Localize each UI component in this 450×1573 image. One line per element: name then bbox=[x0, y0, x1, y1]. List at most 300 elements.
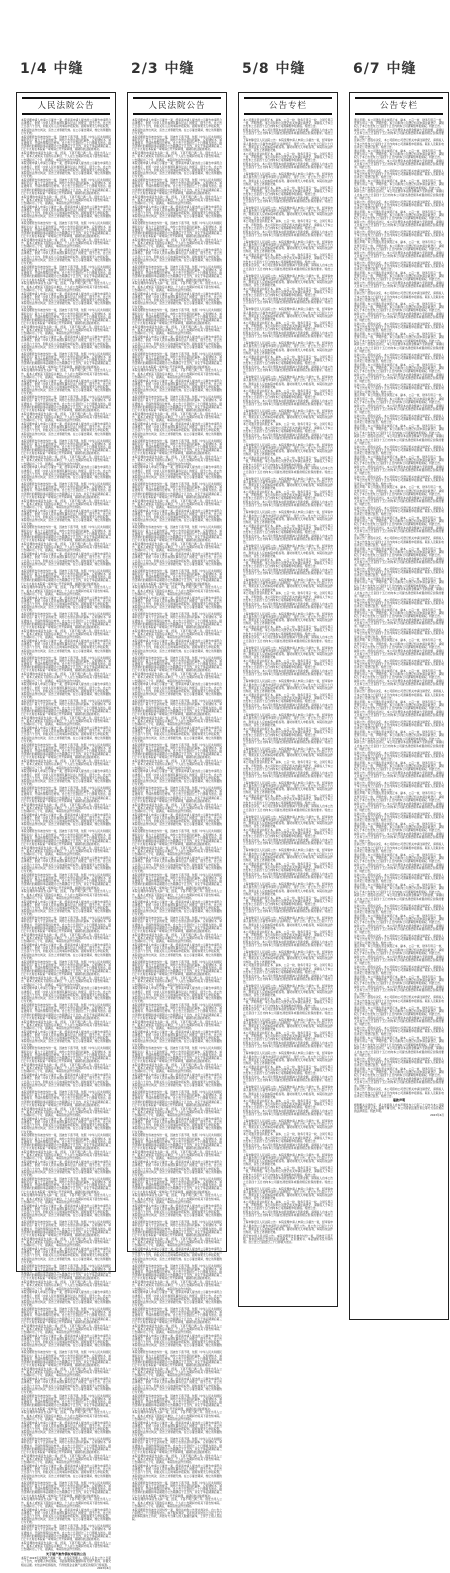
notice-paragraph: 本院受理原告诉被告纠纷一案，因被告下落不明，依照《中华人民共和国民事诉讼法》第九十五条的规定，向你公告送达起诉状副本、应诉通知书、举证通知书、开庭传票等诉讼材料。自公告之日起经过三十日即视为送达。提出答辩状的期限和举证期限为公告期满后十五日内，并定于举证期满后第三日上午九时在本院第一审判庭公开开庭审理，逾期将依法缺席判决。 bbox=[132, 438, 222, 456]
notice-paragraph: 上海市静安区人民法院公告：本院受理申请人申请公示催告一案，经审查申请人提出的公示催告申请符合法律规定，现予公告。自公告之日起六十日内，利害关系人应向本院申报权利。届时如果无人申报权利，本院将依法作出判决，宣告上述票据无效。 bbox=[243, 814, 333, 829]
notice-paragraph: 本公司遗失营业执照正本、副本，公章一枚，财务专用章一枚，合同专用章一枚，声明作废。本公司拟向公司登记机关申请注销登记，请债权人于本公告发布之日起四十五日内向本公司清算组申报债权。特此公告。 bbox=[243, 997, 333, 1008]
notice-paragraph: 本院受理申请人申请公示催告一案，经审查申请人提出的公示催告申请符合法律规定，依照《中华人民共和国民事诉讼法》的规定，现予公告。自公告之日起六十日内，利害关系人应向本院申报权利。届时如果无人申报权利，本院将依法作出判决，宣告上述票据无效。在公示催告期间，转让该票据的行为无效。 bbox=[21, 204, 111, 222]
notice-paragraph: 本院受理原告诉被告纠纷一案，因被告下落不明，依照《中华人民共和国民事诉讼法》第九十五条的规定，向你公告送达起诉状副本、应诉通知书、举证通知书、开庭传票等诉讼材料。自公告之日起经过三十日即视为送达。提出答辩状的期限和举证期限为公告期满后十五日内，并定于举证期满后第三日上午九时在本院第一审判庭公开开庭审理，逾期将依法缺席判决。 bbox=[132, 1176, 222, 1194]
notice-paragraph: 本院受理原告诉被告纠纷一案，因被告下落不明，依照《中华人民共和国民事诉讼法》第九十五条的规定，向你公告送达起诉状副本、应诉通知书、举证通知书、开庭传票等诉讼材料。自公告之日起经过三十日即视为送达。提出答辩状的期限和举证期限为公告期满后十五日内，并定于举证期满后第三日上午九时在本院第一审判庭公开开庭审理，逾期将依法缺席判决。 bbox=[132, 699, 222, 716]
notice-paragraph: 上海市静安区人民法院公告：本院受理申请人申请公示催告一案，经审查申请人提出的公示催告申请符合法律规定，现予公告。自公告之日起六十日内，利害关系人应向本院申报权利。届时如果无人申报权利，本院将依法作出判决，宣告上述票据无效。 bbox=[243, 307, 333, 322]
notice-paragraph: 本院受理申请人申请公示催告一案，经审查申请人提出的公示催告申请符合法律规定，依照《中华人民共和国民事诉讼法》的规定，现予公告。自公告之日起六十日内，利害关系人应向本院申报权利。届时如果无人申报权利，本院将依法作出判决，宣告上述票据无效。在公示催告期间，转让该票据的行为无效。 bbox=[21, 248, 111, 266]
notice-paragraph: 上海市静安区人民法院公告：本院受理申请人申请公示催告一案，经审查申请人提出的公示催告申请符合法律规定，现予公告。自公告之日起六十日内，利害关系人应向本院申报权利。届时如果无人申报权利，本院将依法作出判决，宣告上述票据无效。 bbox=[243, 273, 333, 288]
notice-paragraph: 注销公告：经股东决定，本公司拟向公司登记机关申请注销登记，请债权人于本公告发布之日起四十五日内向本公司清算组申报债权。联系人及联系电话详见公司登记信息。特此公告。 bbox=[354, 260, 444, 272]
notice-paragraph: 经股东会决议，本公司注册资本由原金额减少至新金额，请债权人自本公告之日起四十五日内向本公司提出清偿债务或提供相应担保的要求。特此公告。 bbox=[243, 500, 333, 511]
notice-paragraph: 本公司遗失营业执照正本、副本，公章一枚，财务专用章一枚，合同专用章一枚，声明作废。本公司拟向公司登记机关申请注销登记，请债权人于本公告发布之日起四十五日内向本公司清算组申报债权。特此公告。 bbox=[243, 1200, 333, 1211]
notice-paragraph: 本院受理原告诉被告纠纷一案，因被告下落不明，依照《中华人民共和国民事诉讼法》第九十五条的规定，向你公告送达起诉状副本、应诉通知书、举证通知书、开庭传票等诉讼材料。自公告之日起经过三十日即视为送达。提出答辩状的期限和举证期限为公告期满后十五日内，并定于举证期满后第三日上午九时在本院第一审判庭公开开庭审理，逾期将依法缺席判决。 bbox=[21, 872, 111, 890]
notice-paragraph: 本院受理原告诉被告纠纷一案，因被告下落不明，依照《中华人民共和国民事诉讼法》第九十五条的规定，向你公告送达起诉状副本、应诉通知书、举证通知书、开庭传票等诉讼材料。自公告之日起经过三十日即视为送达。提出答辩状的期限和举证期限为公告期满后十五日内，并定于举证期满后第三日上午九时在本院第一审判庭公开开庭审理，逾期将依法缺席判决。 bbox=[21, 1263, 111, 1281]
notice-paragraph: 减资公告：经股东会决议，本公司注册资本由原金额减少至新金额，请债权人自本公告之日起四十五日内向本公司提出清偿债务或提供相应担保的要求。特此公告。 bbox=[354, 862, 444, 874]
notice-paragraph: 注销公告：经股东决定，本公司拟向公司登记机关申请注销登记，请债权人于本公告发布之日起四十五日内向本公司清算组申报债权。联系人及联系电话详见公司登记信息。特此公告。 bbox=[354, 934, 444, 945]
notice-paragraph: 注销公告：经股东决定，本公司拟向公司登记机关申请注销登记，请债权人于本公告发布之日起四十五日内向本公司清算组申报债权。联系人及联系电话详见公司登记信息。特此公告。 bbox=[354, 842, 444, 853]
notice-paragraph: 本院受理的申请宣告失踪一案，经查，下落不明已满二年。现发出寻人公告，希本人或知其下落的有关单位、个人在公告期间内将其下落告知本院。公告期间为三个月，届满后，本院将依法作出判决。 bbox=[21, 1453, 111, 1465]
notice-paragraph: 本院受理原告诉被告纠纷一案，因被告下落不明，依照《中华人民共和国民事诉讼法》第九十五条的规定，向你公告送达起诉状副本、应诉通知书、举证通知书、开庭传票等诉讼材料。自公告之日起经过三十日即视为送达。提出答辩状的期限和举证期限为公告期满后十五日内，并定于举证期满后第三日上午九时在本院第一审判庭公开开庭审理，逾期将依法缺席判决。 bbox=[132, 1350, 222, 1368]
notice-paragraph: 经股东会决议，本公司注册资本由原金额减少至新金额，请债权人自本公告之日起四十五日内向本公司提出清偿债务或提供相应担保的要求。特此公告。 bbox=[243, 432, 333, 443]
notice-paragraph: 本院受理申请人申请公示催告一案，经审查申请人提出的公示催告申请符合法律规定，依照《中华人民共和国民事诉讼法》的规定，现予公告。自公告之日起六十日内，利害关系人应向本院申报权利。届时如果无人申报权利，本院将依法作出判决，宣告上述票据无效。在公示催告期间，转让该票据的行为无效。 bbox=[21, 1116, 111, 1134]
notice-paragraph: 遗失声明：本公司遗失营业执照正本、副本，公章一枚，财务专用章一枚，发票专用章一枚，声明作废。本公司拟向公司登记机关申请注销登记，请债权人于本公告发布之日起四十五日内向本公司清算组申报债权。特此公告。 bbox=[354, 454, 444, 466]
notice-paragraph: 上海市静安区人民法院公告：本院受理申请人申请公示催告一案，经审查申请人提出的公示催告申请符合法律规定，现予公告。自公告之日起六十日内，利害关系人应向本院申报权利。届时如果无人申报权利，本院将依法作出判决，宣告上述票据无效。 bbox=[243, 1051, 333, 1065]
notice-paragraph: 本院受理申请人申请公示催告一案，经审查申请人提出的公示催告申请符合法律规定，依照《中华人民共和国民事诉讼法》的规定，现予公告。自公告之日起六十日内，利害关系人应向本院申报权利。届时如果无人申报权利，本院将依法作出判决，宣告上述票据无效。在公示催告期间，转让该票据的行为无效。 bbox=[132, 856, 222, 873]
notice-paragraph: 注销公告：经股东决定，本公司拟向公司登记机关申请注销登记，请债权人于本公告发布之日起四十五日内向本公司清算组申报债权。联系人及联系电话详见公司登记信息。特此公告。 bbox=[354, 444, 444, 455]
notice-paragraph: 减资公告：经股东会决议，本公司注册资本由原金额减少至新金额，请债权人自本公告之日起四十五日内向本公司提出清偿债务或提供相应担保的要求。特此公告。 bbox=[354, 893, 444, 904]
notice-paragraph: 经股东会决议，本公司注册资本由原金额减少至新金额，请债权人自本公告之日起四十五日内向本公司提出清偿债务或提供相应担保的要求。特此公告。 bbox=[243, 770, 333, 782]
notice-paragraph: 本院受理原告诉被告纠纷一案，因被告下落不明，依照《中华人民共和国民事诉讼法》第九十五条的规定，向你公告送达起诉状副本、应诉通知书、举证通知书、开庭传票等诉讼材料。自公告之日起经过三十日即视为送达。提出答辩状的期限和举证期限为公告期满后十五日内，并定于举证期满后第三日上午九时在本院第一审判庭公开开庭审理，逾期将依法缺席判决。 bbox=[21, 308, 111, 326]
notice-paragraph: 本公司遗失营业执照正本、副本，公章一枚，财务专用章一枚，合同专用章一枚，声明作废。本公司拟向公司登记机关申请注销登记，请债权人于本公告发布之日起四十五日内向本公司清算组申报债权。特此公告。 bbox=[243, 151, 333, 163]
notice-date: 2023年6月 bbox=[97, 1566, 111, 1571]
notice-paragraph: 本院受理申请人申请公示催告一案，经审查申请人提出的公示催告申请符合法律规定，依照《中华人民共和国民事诉讼法》的规定，现予公告。自公告之日起六十日内，利害关系人应向本院申报权利。届时如果无人申报权利，本院将依法作出判决，宣告上述票据无效。在公示催告期间，转让该票据的行为无效。 bbox=[21, 1464, 111, 1481]
notice-paragraph: 减资公告：经股东会决议，本公司注册资本由原金额减少至新金额，请债权人自本公告之日起四十五日内向本公司提出清偿债务或提供相应担保的要求。特此公告。 bbox=[354, 556, 444, 568]
notice-paragraph: 注销公告：经股东决定，本公司拟向公司登记机关申请注销登记，请债权人于本公告发布之日起四十五日内向本公司清算组申报债权。联系人及联系电话详见公司登记信息。特此公告。 bbox=[354, 781, 444, 792]
notice-paragraph: 遗失声明：本公司遗失营业执照正本、副本，公章一枚，财务专用章一枚，发票专用章一枚，声明作废。本公司拟向公司登记机关申请注销登记，请债权人于本公告发布之日起四十五日内向本公司清算组申报债权。特此公告。 bbox=[354, 760, 444, 772]
column-label: 5/8 中缝 bbox=[242, 61, 306, 77]
notice-paragraph: 本院受理原告诉被告纠纷一案，因被告下落不明，依照《中华人民共和国民事诉讼法》第九十五条的规定，向你公告送达起诉状副本、应诉通知书、举证通知书、开庭传票等诉讼材料。自公告之日起经过三十日即视为送达。提出答辩状的期限和举证期限为公告期满后十五日内，并定于举证期满后第三日上午九时在本院第一审判庭公开开庭审理，逾期将依法缺席判决。 bbox=[21, 568, 111, 586]
notice-paragraph: 本院受理原告诉被告纠纷一案，因被告下落不明，依照《中华人民共和国民事诉讼法》第九十五条的规定，向你公告送达起诉状副本、应诉通知书、举证通知书、开庭传票等诉讼材料。自公告之日起经过三十日即视为送达。提出答辩状的期限和举证期限为公告期满后十五日内，并定于举证期满后第三日上午九时在本院第一审判庭公开开庭审理，逾期将依法缺席判决。 bbox=[132, 1220, 222, 1237]
notice-paragraph: 注销公告：经股东决定，本公司拟向公司登记机关申请注销登记，请债权人于本公告发布之日起四十五日内向本公司清算组申报债权。联系人及联系电话详见公司登记信息。特此公告。 bbox=[354, 903, 444, 915]
notice-paragraph: 本院受理申请人申请公示催告一案，经审查申请人提出的公示催告申请符合法律规定，依照《中华人民共和国民事诉讼法》的规定，现予公告。自公告之日起六十日内，利害关系人应向本院申报权利。届时如果无人申报权利，本院将依法作出判决，宣告上述票据无效。在公示催告期间，转让该票据的行为无效。 bbox=[21, 899, 111, 917]
notice-paragraph: 本院受理原告诉被告纠纷一案，因被告下落不明，依照《中华人民共和国民事诉讼法》第九十五条的规定，向你公告送达起诉状副本、应诉通知书、举证通知书、开庭传票等诉讼材料。自公告之日起经过三十日即视为送达。提出答辩状的期限和举证期限为公告期满后十五日内，并定于举证期满后第三日上午九时在本院第一审判庭公开开庭审理，逾期将依法缺席判决。 bbox=[132, 916, 222, 934]
notice-date: 2023年6月 bbox=[430, 1112, 444, 1117]
notice-paragraph: 上海市静安区人民法院公告：本院受理申请人申请公示催告一案，经审查申请人提出的公示催告申请符合法律规定，现予公告。自公告之日起六十日内，利害关系人应向本院申报权利。届时如果无人申报权利，本院将依法作出判决，宣告上述票据无效。 bbox=[243, 138, 333, 153]
notice-paragraph: 本公司遗失营业执照正本、副本，公章一枚，财务专用章一枚，合同专用章一枚，声明作废。本公司拟向公司登记机关申请注销登记，请债权人于本公告发布之日起四十五日内向本公司清算组申报债权。特此公告。 bbox=[243, 422, 333, 433]
notice-paragraph: 减资公告：经股东会决议，本公司注册资本由原金额减少至新金额，请债权人自本公告之日起四十五日内向本公司提出清偿债务或提供相应担保的要求。特此公告。 bbox=[354, 587, 444, 598]
notice-paragraph: 遗失声明：本公司遗失营业执照正本、副本，公章一枚，财务专用章一枚，发票专用章一枚，声明作废。本公司拟向公司登记机关申请注销登记，请债权人于本公告发布之日起四十五日内向本公司清算组申报债权。特此公告。 bbox=[354, 1066, 444, 1078]
notice-paragraph: 本院受理申请人申请公示催告一案，经审查申请人提出的公示催告申请符合法律规定，依照《中华人民共和国民事诉讼法》的规定，现予公告。自公告之日起六十日内，利害关系人应向本院申报权利。届时如果无人申报权利，本院将依法作出判决，宣告上述票据无效。在公示催告期间，转让该票据的行为无效。 bbox=[132, 769, 222, 787]
notice-paragraph: 本院受理原告诉被告纠纷一案，因被告下落不明，依照《中华人民共和国民事诉讼法》第九十五条的规定，向你公告送达起诉状副本、应诉通知书、举证通知书、开庭传票等诉讼材料。自公告之日起经过三十日即视为送达。提出答辩状的期限和举证期限为公告期满后十五日内，并定于举证期满后第三日上午九时在本院第一审判庭公开开庭审理，逾期将依法缺席判决。 bbox=[21, 959, 111, 977]
notice-paragraph: 本院受理申请人申请公示催告一案，经审查申请人提出的公示催告申请符合法律规定，依照《中华人民共和国民事诉讼法》的规定，现予公告。自公告之日起六十日内，利害关系人应向本院申报权利。届时如果无人申报权利，本院将依法作出判决，宣告上述票据无效。在公示催告期间，转让该票据的行为无效。 bbox=[132, 1073, 222, 1091]
notice-paragraph: 上海市静安区人民法院公告：本院受理申请人申请公示催告一案，经审查申请人提出的公示催告申请符合法律规定，现予公告。自公告之日起六十日内，利害关系人应向本院申报权利。届时如果无人申报权利，本院将依法作出判决，宣告上述票据无效。 bbox=[243, 577, 333, 592]
notice-paragraph: 减资公告：经股东会决议，本公司注册资本由原金额减少至新金额，请债权人自本公告之日起四十五日内向本公司提出清偿债务或提供相应担保的要求。特此公告。 bbox=[354, 985, 444, 996]
notice-paragraph: 本院受理申请人申请公示催告一案，经审查申请人提出的公示催告申请符合法律规定，依照《中华人民共和国民事诉讼法》的规定，现予公告。自公告之日起六十日内，利害关系人应向本院申报权利。届时如果无人申报权利，本院将依法作出判决，宣告上述票据无效。在公示催告期间，转让该票据的行为无效。 bbox=[21, 943, 111, 960]
notice-paragraph: 上海市静安区人民法院公告：本院受理申请人申请公示催告一案，经审查申请人提出的公示催告申请符合法律规定，现予公告。自公告之日起六十日内，利害关系人应向本院申报权利。届时如果无人申报权利，本院将依法作出判决，宣告上述票据无效。 bbox=[243, 1085, 333, 1099]
notice-paragraph: 本公司遗失营业执照正本、副本，公章一枚，财务专用章一枚，合同专用章一枚，声明作废。本公司拟向公司登记机关申请注销登记，请债权人于本公告发布之日起四十五日内向本公司清算组申报债权。特此公告。 bbox=[243, 287, 333, 298]
notice-paragraph: 本公司遗失营业执照正本、副本，公章一枚，财务专用章一枚，合同专用章一枚，声明作废。本公司拟向公司登记机关申请注销登记，请债权人于本公告发布之日起四十五日内向本公司清算组申报债权。特此公告。 bbox=[243, 185, 333, 197]
notice-paragraph: 上海市静安区人民法院公告：本院受理申请人申请公示催告一案，经审查申请人提出的公示催告申请符合法律规定，现予公告。自公告之日起六十日内，利害关系人应向本院申报权利。届时如果无人申报权利，本院将依法作出判决，宣告上述票据无效。 bbox=[243, 1220, 333, 1235]
notice-paragraph: 减资公告：经股东会决议，本公司注册资本由原金额减少至新金额，请债权人自本公告之日起四十五日内向本公司提出清偿债务或提供相应担保的要求。特此公告。 bbox=[354, 403, 444, 415]
notice-paragraph: 经股东会决议，本公司注册资本由原金额减少至新金额，请债权人自本公告之日起四十五日内向本公司提出清偿债务或提供相应担保的要求。特此公告。 bbox=[243, 533, 333, 545]
notice-paragraph: 减资公告：经股东会决议，本公司注册资本由原金额减少至新金额，请债权人自本公告之日起四十五日内向本公司提出清偿债务或提供相应担保的要求。特此公告。 bbox=[354, 128, 444, 139]
notice-paragraph: 本院受理申请人申请公示催告一案，经审查申请人提出的公示催告申请符合法律规定，依照《中华人民共和国民事诉讼法》的规定，现予公告。自公告之日起六十日内，利害关系人应向本院申报权利。届时如果无人申报权利，本院将依法作出判决，宣告上述票据无效。在公示催告期间，转让该票据的行为无效。 bbox=[132, 812, 222, 830]
notice-paragraph: 遗失声明：本公司遗失营业执照正本、副本，公章一枚，财务专用章一枚，发票专用章一枚，声明作废。本公司拟向公司登记机关申请注销登记，请债权人于本公告发布之日起四十五日内向本公司清算组申报债权。特此公告。 bbox=[354, 822, 444, 833]
notice-paragraph: 经股东会决议，本公司注册资本由原金额减少至新金额，请债权人自本公告之日起四十五日内向本公司提出清偿债务或提供相应担保的要求。特此公告。 bbox=[243, 567, 333, 579]
notice-paragraph: 本院受理的申请宣告失踪一案，经查，下落不明已满二年。现发出寻人公告，希本人或知其下落的有关单位、个人在公告期间内将其下落告知本院。公告期间为三个月，届满后，本院将依法作出判决。 bbox=[21, 368, 111, 379]
notice-paragraph: 上海市静安区人民法院公告：本院受理申请人申请公示催告一案，经审查申请人提出的公示催告申请符合法律规定，现予公告。自公告之日起六十日内，利害关系人应向本院申报权利。届时如果无人申报权利，本院将依法作出判决，宣告上述票据无效。 bbox=[243, 1152, 333, 1167]
notice-text-block bbox=[128, 117, 226, 1524]
column-heading: 公告专栏 bbox=[355, 97, 443, 115]
notice-paragraph: 经股东会决议，本公司注册资本由原金额减少至新金额，请债权人自本公告之日起四十五日内向本公司提出清偿债务或提供相应担保的要求。特此公告。 bbox=[243, 736, 333, 748]
notice-paragraph: 上海市静安区人民法院公告：本院受理申请人申请公示催告一案，经审查申请人提出的公示催告申请符合法律规定，现予公告。自公告之日起六十日内，利害关系人应向本院申报权利。届时如果无人申报权利，本院将依法作出判决，宣告上述票据无效。 bbox=[243, 1017, 333, 1032]
notice-paragraph: 注销公告：经股东决定，本公司拟向公司登记机关申请注销登记，请债权人于本公告发布之日起四十五日内向本公司清算组申报债权。联系人及联系电话详见公司登记信息。特此公告。 bbox=[354, 750, 444, 761]
notice-paragraph: 本公司遗失营业执照正本、副本，公章一枚，财务专用章一枚，合同专用章一枚，声明作废。本公司拟向公司登记机关申请注销登记，请债权人于本公告发布之日起四十五日内向本公司清算组申报债权。特此公告。 bbox=[243, 489, 333, 501]
notice-paragraph: 本院受理的申请宣告失踪一案，经查，下落不明已满二年。现发出寻人公告，希本人或知其下落的有关单位、个人在公告期间内将其下落告知本院。公告期间为三个月，届满后，本院将依法作出判决。 bbox=[132, 932, 222, 944]
notice-paragraph: 本院受理申请人申请公示催告一案，经审查申请人提出的公示催告申请符合法律规定，依照《中华人民共和国民事诉讼法》的规定，现予公告。自公告之日起六十日内，利害关系人应向本院申报权利。届时如果无人申报权利，本院将依法作出判决，宣告上述票据无效。在公示催告期间，转让该票据的行为无效。 bbox=[132, 552, 222, 570]
notice-paragraph: 本院受理原告诉被告纠纷一案，因被告下落不明，依照《中华人民共和国民事诉讼法》第九十五条的规定，向你公告送达起诉状副本、应诉通知书、举证通知书、开庭传票等诉讼材料。自公告之日起经过三十日即视为送达。提出答辩状的期限和举证期限为公告期满后十五日内，并定于举证期满后第三日上午九时在本院第一审判庭公开开庭审理，逾期将依法缺席判决。 bbox=[132, 525, 222, 543]
notice-paragraph: 注销公告：经股东决定，本公司拟向公司登记机关申请注销登记，请债权人于本公告发布之日起四十五日内向本公司清算组申报债权。联系人及联系电话详见公司登记信息。特此公告。 bbox=[354, 230, 444, 241]
notice-paragraph: 注销公告：经股东决定，本公司拟向公司登记机关申请注销登记，请债权人于本公告发布之日起四十五日内向本公司清算组申报债权。联系人及联系电话详见公司登记信息。特此公告。 bbox=[354, 536, 444, 547]
notice-paragraph: 本院受理的申请宣告失踪一案，经查，下落不明已满二年。现发出寻人公告，希本人或知其下落的有关单位、个人在公告期间内将其下落告知本院。公告期间为三个月，届满后，本院将依法作出判决。 bbox=[21, 802, 111, 813]
notice-paragraph: 遗失声明：本公司遗失营业执照正本、副本，公章一枚，财务专用章一枚，发票专用章一枚，声明作废。本公司拟向公司登记机关申请注销登记，请债权人于本公告发布之日起四十五日内向本公司清算组申报债权。特此公告。 bbox=[354, 209, 444, 221]
notice-paragraph: 本公司遗失营业执照正本、副本，公章一枚，财务专用章一枚，合同专用章一枚，声明作废。本公司拟向公司登记机关申请注销登记，请债权人于本公告发布之日起四十五日内向本公司清算组申报债权。特此公告。 bbox=[243, 354, 333, 366]
notice-paragraph: 遗失声明：本公司遗失营业执照正本、副本，公章一枚，财务专用章一枚，发票专用章一枚，声明作废。本公司拟向公司登记机关申请注销登记，请债权人于本公告发布之日起四十五日内向本公司清算组申报债权。特此公告。 bbox=[354, 607, 444, 619]
notice-paragraph: 本院受理原告诉被告纠纷一案，因被告下落不明，依照《中华人民共和国民事诉讼法》第九十五条的规定，向你公告送达起诉状副本、应诉通知书、举证通知书、开庭传票等诉讼材料。自公告之日起经过三十日即视为送达。提出答辩状的期限和举证期限为公告期满后十五日内，并定于举证期满后第三日上午九时在本院第一审判庭公开开庭审理，逾期将依法缺席判决。 bbox=[132, 481, 222, 499]
notice-paragraph: 经股东会决议，本公司注册资本由原金额减少至新金额，请债权人自本公告之日起四十五日内向本公司提出清偿债务或提供相应担保的要求。特此公告。 bbox=[243, 939, 333, 951]
notice-paragraph: 本公司遗失营业执照正本、副本，公章一枚，财务专用章一枚，合同专用章一枚，声明作废。本公司拟向公司登记机关申请注销登记，请债权人于本公告发布之日起四十五日内向本公司清算组申报债权。特此公告。 bbox=[243, 253, 333, 264]
notice-paragraph: 本院受理的申请宣告失踪一案，经查，下落不明已满二年。现发出寻人公告，希本人或知其下落的有关单位、个人在公告期间内将其下落告知本院。公告期间为三个月，届满后，本院将依法作出判决。 bbox=[132, 151, 222, 162]
notice-paragraph: 本院受理的申请宣告失踪一案，经查，下落不明已满二年。现发出寻人公告，希本人或知其下落的有关单位、个人在公告期间内将其下落告知本院。公告期间为三个月，届满后，本院将依法作出判决。 bbox=[21, 151, 111, 162]
notice-paragraph: 本院受理的申请宣告失踪一案，经查，下落不明已满二年。现发出寻人公告，希本人或知其下落的有关单位、个人在公告期间内将其下落告知本院。公告期间为三个月，届满后，本院将依法作出判决。 bbox=[132, 1149, 222, 1161]
notice-paragraph: 本院受理申请人申请公示催告一案，经审查申请人提出的公示催告申请符合法律规定，依照《中华人民共和国民事诉讼法》的规定，现予公告。自公告之日起六十日内，利害关系人应向本院申报权利。届时如果无人申报权利，本院将依法作出判决，宣告上述票据无效。在公示催告期间，转让该票据的行为无效。 bbox=[21, 118, 111, 135]
notice-paragraph: 本院受理的申请宣告失踪一案，经查，下落不明已满二年。现发出寻人公告，希本人或知其下落的有关单位、个人在公告期间内将其下落告知本院。公告期间为三个月，届满后，本院将依法作出判决。 bbox=[21, 628, 111, 640]
notice-paragraph: 本公司遗失营业执照正本、副本，公章一枚，财务专用章一枚，合同专用章一枚，声明作废。本公司拟向公司登记机关申请注销登记，请债权人于本公告发布之日起四十五日内向本公司清算组申报债权。特此公告。 bbox=[243, 456, 333, 467]
notice-paragraph: 本院受理原告诉被告纠纷一案，因被告下落不明，依照《中华人民共和国民事诉讼法》第九十五条的规定，向你公告送达起诉状副本、应诉通知书、举证通知书、开庭传票等诉讼材料。自公告之日起经过三十日即视为送达。提出答辩状的期限和举证期限为公告期满后十五日内，并定于举证期满后第三日上午九时在本院第一审判庭公开开庭审理，逾期将依法缺席判决。 bbox=[21, 1393, 111, 1411]
notice-paragraph: 本院受理申请人申请公示催告一案，经审查申请人提出的公示催告申请符合法律规定，依照《中华人民共和国民事诉讼法》的规定，现予公告。自公告之日起六十日内，利害关系人应向本院申报权利。届时如果无人申报权利，本院将依法作出判决，宣告上述票据无效。在公示催告期间，转让该票据的行为无效。 bbox=[132, 465, 222, 483]
notice-paragraph: 遗失声明：本公司遗失营业执照正本、副本，公章一枚，财务专用章一枚，发票专用章一枚，声明作废。本公司拟向公司登记机关申请注销登记，请债权人于本公告发布之日起四十五日内向本公司清算组申报债权。特此公告。 bbox=[354, 362, 444, 374]
notice-paragraph: 本院受理申请人申请公示催告一案，经审查申请人提出的公示催告申请符合法律规定，依照《中华人民共和国民事诉讼法》的规定，现予公告。自公告之日起六十日内，利害关系人应向本院申报权利。届时如果无人申报权利，本院将依法作出判决，宣告上述票据无效。在公示催告期间，转让该票据的行为无效。 bbox=[21, 1290, 111, 1308]
notice-paragraph: 注销公告：经股东决定，本公司拟向公司登记机关申请注销登记，请债权人于本公告发布之日起四十五日内向本公司清算组申报债权。联系人及联系电话详见公司登记信息。特此公告。 bbox=[354, 352, 444, 364]
notice-paragraph: 经股东会决议，本公司注册资本由原金额减少至新金额，请债权人自本公告之日起四十五日内向本公司提出清偿债务或提供相应担保的要求。特此公告。 bbox=[243, 331, 333, 342]
notice-paragraph: 本院受理原告诉被告纠纷一案，因被告下落不明，依照《中华人民共和国民事诉讼法》第九十五条的规定，向你公告送达起诉状副本、应诉通知书、举证通知书、开庭传票等诉讼材料。自公告之日起经过三十日即视为送达。提出答辩状的期限和举证期限为公告期满后十五日内，并定于举证期满后第三日上午九时在本院第一审判庭公开开庭审理，逾期将依法缺席判决。 bbox=[132, 178, 222, 195]
notice-paragraph: 本院受理申请人申请公示催告一案，经审查申请人提出的公示催告申请符合法律规定，依照《中华人民共和国民事诉讼法》的规定，现予公告。自公告之日起六十日内，利害关系人应向本院申报权利。届时如果无人申报权利，本院将依法作出判决，宣告上述票据无效。在公示催告期间，转让该票据的行为无效。 bbox=[132, 118, 222, 135]
notice-paragraph: 本院受理的申请宣告失踪一案，经查，下落不明已满二年。现发出寻人公告，希本人或知其下落的有关单位、个人在公告期间内将其下落告知本院。公告期间为三个月，届满后，本院将依法作出判决。 bbox=[132, 802, 222, 813]
notice-paragraph: 减资公告：经股东会决议，本公司注册资本由原金额减少至新金额，请债权人自本公告之日起四十五日内向本公司提出清偿债务或提供相应担保的要求。特此公告。 bbox=[354, 617, 444, 629]
notice-paragraph: 本院受理申请人申请公示催告一案，经审查申请人提出的公示催告申请符合法律规定，依照《中华人民共和国民事诉讼法》的规定，现予公告。自公告之日起六十日内，利害关系人应向本院申报权利。届时如果无人申报权利，本院将依法作出判决，宣告上述票据无效。在公示催告期间，转让该票据的行为无效。 bbox=[21, 856, 111, 873]
notice-paragraph: 本公司遗失营业执照正本、副本，公章一枚，财务专用章一枚，合同专用章一枚，声明作废。本公司拟向公司登记机关申请注销登记，请债权人于本公告发布之日起四十五日内向本公司清算组申报债权。特此公告。 bbox=[243, 625, 333, 636]
notice-paragraph: 上海市静安区人民法院公告：本院受理申请人申请公示催告一案，经审查申请人提出的公示催告申请符合法律规定，现予公告。自公告之日起六十日内，利害关系人应向本院申报权利。届时如果无人申报权利，本院将依法作出判决，宣告上述票据无效。 bbox=[243, 239, 333, 254]
notice-paragraph: 本院受理申请人申请公示催告一案，经审查申请人提出的公示催告申请符合法律规定，依照《中华人民共和国民事诉讼法》的规定，现予公告。自公告之日起六十日内，利害关系人应向本院申报权利。届时如果无人申报权利，本院将依法作出判决，宣告上述票据无效。在公示催告期间，转让该票据的行为无效。 bbox=[132, 725, 222, 743]
notice-paragraph: 本院受理的申请宣告失踪一案，经查，下落不明已满二年。现发出寻人公告，希本人或知其下落的有关单位、个人在公告期间内将其下落告知本院。公告期间为三个月，届满后，本院将依法作出判决。 bbox=[21, 411, 111, 423]
notice-paragraph: 减资公告：经股东会决议，本公司注册资本由原金额减少至新金额，请债权人自本公告之日起四十五日内向本公司提出清偿债务或提供相应担保的要求。特此公告。 bbox=[354, 464, 444, 476]
notice-paragraph: 本院受理的申请宣告失踪一案，经查，下落不明已满二年。现发出寻人公告，希本人或知其下落的有关单位、个人在公告期间内将其下落告知本院。公告期间为三个月，届满后，本院将依法作出判决。 bbox=[21, 1410, 111, 1421]
notice-paragraph: 经股东会决议，本公司注册资本由原金额减少至新金额，请债权人自本公告之日起四十五日内向本公司提出清偿债务或提供相应担保的要求。特此公告。 bbox=[243, 1142, 333, 1153]
notice-paragraph: 本院受理申请人申请公示催告一案，经审查申请人提出的公示催告申请符合法律规定，依照《中华人民共和国民事诉讼法》的规定，现予公告。自公告之日起六十日内，利害关系人应向本院申报权利。届时如果无人申报权利，本院将依法作出判决，宣告上述票据无效。在公示催告期间，转让该票据的行为无效。 bbox=[21, 1160, 111, 1177]
notice-paragraph: 本院受理的申请宣告失踪一案，经查，下落不明已满二年。现发出寻人公告，希本人或知其下落的有关单位、个人在公告期间内将其下落告知本院。公告期间为三个月，届满后，本院将依法作出判决。 bbox=[21, 1106, 111, 1117]
notice-paragraph: 本院受理的申请宣告失踪一案，经查，下落不明已满二年。现发出寻人公告，希本人或知其下落的有关单位、个人在公告期间内将其下落告知本院。公告期间为三个月，届满后，本院将依法作出判决。 bbox=[21, 194, 111, 206]
notice-paragraph: 本院受理的申请宣告失踪一案，经查，下落不明已满二年。现发出寻人公告，希本人或知其下落的有关单位、个人在公告期间内将其下落告知本院。公告期间为三个月，届满后，本院将依法作出判决。 bbox=[132, 585, 222, 596]
notice-paragraph: 本院受理的申请宣告失踪一案，经查，下落不明已满二年。现发出寻人公告，希本人或知其下落的有关单位、个人在公告期间内将其下落告知本院。公告期间为三个月，届满后，本院将依法作出判决。 bbox=[132, 1367, 222, 1378]
notice-paragraph: 本院受理原告诉被告纠纷一案，因被告下落不明，依照《中华人民共和国民事诉讼法》第九十五条的规定，向你公告送达起诉状副本、应诉通知书、举证通知书、开庭传票等诉讼材料。自公告之日起经过三十日即视为送达。提出答辩状的期限和举证期限为公告期满后十五日内，并定于举证期满后第三日上午九时在本院第一审判庭公开开庭审理，逾期将依法缺席判决。 bbox=[132, 959, 222, 977]
notice-paragraph: 上海市静安区人民法院公告：本院受理申请人申请公示催告一案，经审查申请人提出的公示催告申请符合法律规定，现予公告。自公告之日起六十日内，利害关系人应向本院申报权利。届时如果无人申报权利，本院将依法作出判决，宣告上述票据无效。 bbox=[243, 611, 333, 626]
notice-paragraph: 本院受理原告诉被告纠纷一案，因被告下落不明，依照《中华人民共和国民事诉讼法》第九十五条的规定，向你公告送达起诉状副本、应诉通知书、举证通知书、开庭传票等诉讼材料。自公告之日起经过三十日即视为送达。提出答辩状的期限和举证期限为公告期满后十五日内，并定于举证期满后第三日上午九时在本院第一审判庭公开开庭审理，逾期将依法缺席判决。 bbox=[21, 1350, 111, 1368]
notice-paragraph: 经股东会决议，本公司注册资本由原金额减少至新金额，请债权人自本公告之日起四十五日内向本公司提出清偿债务或提供相应担保的要求。特此公告。 bbox=[243, 669, 333, 680]
notice-paragraph: 减资公告：经股东会决议，本公司注册资本由原金额减少至新金额，请债权人自本公告之日起四十五日内向本公司提出清偿债务或提供相应担保的要求。特此公告。 bbox=[354, 342, 444, 353]
notice-paragraph: 本院受理申请人申请公示催告一案，经审查申请人提出的公示催告申请符合法律规定，依照《中华人民共和国民事诉讼法》的规定，现予公告。自公告之日起六十日内，利害关系人应向本院申报权利。届时如果无人申报权利，本院将依法作出判决，宣告上述票据无效。在公示催告期间，转让该票据的行为无效。 bbox=[21, 1029, 111, 1047]
notice-paragraph: 上海市静安区人民法院公告：本院受理申请人申请公示催告一案，经审查申请人提出的公示催告申请符合法律规定，现予公告。自公告之日起六十日内，利害关系人应向本院申报权利。届时如果无人申报权利，本院将依法作出判决，宣告上述票据无效。 bbox=[243, 1118, 333, 1133]
notice-paragraph: 减资公告：经股东会决议，本公司注册资本由原金额减少至新金额，请债权人自本公告之日起四十五日内向本公司提出清偿债务或提供相应担保的要求。特此公告。 bbox=[354, 709, 444, 721]
notice-paragraph: 本院受理申请人申请公示催告一案，经审查申请人提出的公示催告申请符合法律规定，依照《中华人民共和国民事诉讼法》的规定，现予公告。自公告之日起六十日内，利害关系人应向本院申报权利。届时如果无人申报权利，本院将依法作出判决，宣告上述票据无效。在公示催告期间，转让该票据的行为无效。 bbox=[132, 1203, 222, 1221]
notice-paragraph: 减资公告：经股东会决议，本公司注册资本由原金额减少至新金额，请债权人自本公告之日起四十五日内向本公司提出清偿债务或提供相应担保的要求。特此公告。 bbox=[354, 679, 444, 690]
notice-paragraph: 上海市静安区人民法院公告：本院受理申请人申请公示催告一案，经审查申请人提出的公示催告申请符合法律规定，现予公告。自公告之日起六十日内，利害关系人应向本院申报权利。届时如果无人申报权利，本院将依法作出判决，宣告上述票据无效。 bbox=[243, 916, 333, 930]
notice-title: 催款声明 bbox=[392, 1098, 406, 1103]
notice-paragraph: 本院受理的申请宣告失踪一案，经查，下落不明已满二年。现发出寻人公告，希本人或知其下落的有关单位、个人在公告期间内将其下落告知本院。公告期间为三个月，届满后，本院将依法作出判决。 bbox=[21, 1019, 111, 1031]
notice-paragraph: 本院受理的申请宣告失踪一案，经查，下落不明已满二年。现发出寻人公告，希本人或知其下落的有关单位、个人在公告期间内将其下落告知本院。公告期间为三个月，届满后，本院将依法作出判决。 bbox=[21, 759, 111, 770]
notice-paragraph: 上海市静安区人民法院公告：本院受理申请人申请公示催告一案，经审查申请人提出的公示催告申请符合法律规定，现予公告。自公告之日起六十日内，利害关系人应向本院申报权利。届时如果无人申报权利，本院将依法作出判决，宣告上述票据无效。 bbox=[243, 375, 333, 389]
notice-paragraph: 本院受理的申请宣告失踪一案，经查，下落不明已满二年。现发出寻人公告，希本人或知其下落的有关单位、个人在公告期间内将其下落告知本院。公告期间为三个月，届满后，本院将依法作出判决。 bbox=[132, 324, 222, 336]
notice-paragraph: 上海市静安区人民法院公告：本院受理申请人申请公示催告一案，经审查申请人提出的公示催告申请符合法律规定，现予公告。自公告之日起六十日内，利害关系人应向本院申报权利。届时如果无人申报权利，本院将依法作出判决，宣告上述票据无效。 bbox=[243, 1186, 333, 1201]
notice-paragraph: 本院受理的申请宣告失踪一案，经查，下落不明已满二年。现发出寻人公告，希本人或知其下落的有关单位、个人在公告期间内将其下落告知本院。公告期间为三个月，届满后，本院将依法作出判决。 bbox=[21, 1540, 111, 1552]
notice-paragraph: 本公司遗失营业执照正本、副本，公章一枚，财务专用章一枚，合同专用章一枚，声明作废。本公司拟向公司登记机关申请注销登记，请债权人于本公告发布之日起四十五日内向本公司清算组申报债权。特此公告。 bbox=[243, 1098, 333, 1109]
notice-paragraph: 本公司遗失营业执照正本、副本，公章一枚，财务专用章一枚，合同专用章一枚，声明作废。本公司拟向公司登记机关申请注销登记，请债权人于本公告发布之日起四十五日内向本公司清算组申报债权。特此公告。 bbox=[243, 118, 333, 129]
notice-paragraph: 本院受理原告诉被告纠纷一案，因被告下落不明，依照《中华人民共和国民事诉讼法》第九十五条的规定，向你公告送达起诉状副本、应诉通知书、举证通知书、开庭传票等诉讼材料。自公告之日起经过三十日即视为送达。提出答辩状的期限和举证期限为公告期满后十五日内，并定于举证期满后第三日上午九时在本院第一审判庭公开开庭审理，逾期将依法缺席判决。 bbox=[21, 221, 111, 239]
notice-paragraph: 本院受理申请人申请公示催告一案，经审查申请人提出的公示催告申请符合法律规定，依照《中华人民共和国民事诉讼法》的规定，现予公告。自公告之日起六十日内，利害关系人应向本院申报权利。届时如果无人申报权利，本院将依法作出判决，宣告上述票据无效。在公示催告期间，转让该票据的行为无效。 bbox=[21, 508, 111, 526]
notice-paragraph: 遗失声明：本公司遗失营业执照正本、副本，公章一枚，财务专用章一枚，发票专用章一枚，声明作废。本公司拟向公司登记机关申请注销登记，请债权人于本公告发布之日起四十五日内向本公司清算组申报债权。特此公告。 bbox=[354, 883, 444, 894]
notice-paragraph: 本院受理申请人申请公示催告一案，经审查申请人提出的公示催告申请符合法律规定，依照《中华人民共和国民事诉讼法》的规定，现予公告。自公告之日起六十日内，利害关系人应向本院申报权利。届时如果无人申报权利，本院将依法作出判决，宣告上述票据无效。在公示催告期间，转让该票据的行为无效。 bbox=[21, 725, 111, 743]
notice-paragraph: 经股东会决议，本公司注册资本由原金额减少至新金额，请债权人自本公告之日起四十五日内向本公司提出清偿债务或提供相应担保的要求。特此公告。 bbox=[243, 973, 333, 984]
notice-paragraph: 经股东会决议，本公司注册资本由原金额减少至新金额，请债权人自本公告之日起四十五日内向本公司提出清偿债务或提供相应担保的要求。特此公告。 bbox=[243, 635, 333, 646]
notice-paragraph: 减资公告：经股东会决议，本公司注册资本由原金额减少至新金额，请债权人自本公告之日起四十五日内向本公司提出清偿债务或提供相应担保的要求。特此公告。 bbox=[354, 1077, 444, 1088]
notice-paragraph: 本院受理原告诉被告纠纷一案，因被告下落不明，依照《中华人民共和国民事诉讼法》第九十五条的规定，向你公告送达起诉状副本、应诉通知书、举证通知书、开庭传票等诉讼材料。自公告之日起经过三十日即视为送达。提出答辩状的期限和举证期限为公告期满后十五日内，并定于举证期满后第三日上午九时在本院第一审判庭公开开庭审理，逾期将依法缺席判决。 bbox=[21, 612, 111, 630]
notice-paragraph: 本院受理的申请宣告失踪一案，经查，下落不明已满二年。现发出寻人公告，希本人或知其下落的有关单位、个人在公告期间内将其下落告知本院。公告期间为三个月，届满后，本院将依法作出判决。 bbox=[132, 1236, 222, 1248]
notice-paragraph: 本院受理的申请宣告失踪一案，经查，下落不明已满二年。现发出寻人公告，希本人或知其下落的有关单位、个人在公告期间内将其下落告知本院。公告期间为三个月，届满后，本院将依法作出判决。 bbox=[21, 585, 111, 596]
notice-paragraph: 注销公告：经股东决定，本公司拟向公司登记机关申请注销登记，请债权人于本公告发布之日起四十五日内向本公司清算组申报债权。联系人及联系电话详见公司登记信息。特此公告。 bbox=[354, 1026, 444, 1037]
notice-paragraph: 本院受理原告诉被告纠纷一案，因被告下落不明，依照《中华人民共和国民事诉讼法》第九十五条的规定，向你公告送达起诉状副本、应诉通知书、举证通知书、开庭传票等诉讼材料。自公告之日起经过三十日即视为送达。提出答辩状的期限和举证期限为公告期满后十五日内，并定于举证期满后第三日上午九时在本院第一审判庭公开开庭审理，逾期将依法缺席判决。 bbox=[21, 785, 111, 803]
notice-paragraph: 本院受理的申请宣告失踪一案，经查，下落不明已满二年。现发出寻人公告，希本人或知其下落的有关单位、个人在公告期间内将其下落告知本院。公告期间为三个月，届满后，本院将依法作出判决。 bbox=[132, 889, 222, 900]
notice-paragraph: 本院受理申请人申请公示催告一案，经审查申请人提出的公示催告申请符合法律规定，依照《中华人民共和国民事诉讼法》的规定，现予公告。自公告之日起六十日内，利害关系人应向本院申报权利。届时如果无人申报权利，本院将依法作出判决，宣告上述票据无效。在公示催告期间，转让该票据的行为无效。 bbox=[132, 204, 222, 222]
notice-paragraph: 本院受理的申请宣告失踪一案，经查，下落不明已满二年。现发出寻人公告，希本人或知其下落的有关单位、个人在公告期间内将其下落告知本院。公告期间为三个月，届满后，本院将依法作出判决。 bbox=[21, 672, 111, 683]
notice-paragraph: 本公司遗失营业执照正本、副本，公章一枚，财务专用章一枚，合同专用章一枚，声明作废。本公司拟向公司登记机关申请注销登记，请债权人于本公告发布之日起四十五日内向本公司清算组申报债权。特此公告。 bbox=[243, 1166, 333, 1177]
notice-text-block bbox=[350, 117, 448, 1119]
notice-paragraph: 本院受理申请人申请公示催告一案，经审查申请人提出的公示催告申请符合法律规定，依照《中华人民共和国民事诉讼法》的规定，现予公告。自公告之日起六十日内，利害关系人应向本院申报权利。届时如果无人申报权利，本院将依法作出判决，宣告上述票据无效。在公示催告期间，转让该票据的行为无效。 bbox=[132, 1160, 222, 1177]
notice-paragraph: 本公司遗失营业执照正本、副本，公章一枚，财务专用章一枚，合同专用章一枚，声明作废。本公司拟向公司登记机关申请注销登记，请债权人于本公告发布之日起四十五日内向本公司清算组申报债权。特此公告。 bbox=[243, 219, 333, 230]
notice-paragraph: 注销公告：经股东决定，本公司拟向公司登记机关申请注销登记，请债权人于本公告发布之日起四十五日内向本公司清算组申报债权。联系人及联系电话详见公司登记信息。特此公告。 bbox=[354, 322, 444, 333]
notice-paragraph: 本院受理申请人申请公示催告一案，经审查申请人提出的公示催告申请符合法律规定，依照《中华人民共和国民事诉讼法》的规定，现予公告。自公告之日起六十日内，利害关系人应向本院申报权利。届时如果无人申报权利，本院将依法作出判决，宣告上述票据无效。在公示催告期间，转让该票据的行为无效。 bbox=[21, 421, 111, 439]
notice-paragraph: 本院受理原告诉被告纠纷一案，因被告下落不明，依照《中华人民共和国民事诉讼法》第九十五条的规定，向你公告送达起诉状副本、应诉通知书、举证通知书、开庭传票等诉讼材料。自公告之日起经过三十日即视为送达。提出答辩状的期限和举证期限为公告期满后十五日内，并定于举证期满后第三日上午九时在本院第一审判庭公开开庭审理，逾期将依法缺席判决。 bbox=[21, 525, 111, 543]
notice-paragraph: 本院受理申请人申请公示催告一案，经审查申请人提出的公示催告申请符合法律规定，依照《中华人民共和国民事诉讼法》的规定，现予公告。自公告之日起六十日内，利害关系人应向本院申报权利。届时如果无人申报权利，本院将依法作出判决，宣告上述票据无效。在公示催告期间，转让该票据的行为无效。 bbox=[21, 1507, 111, 1525]
notice-paragraph: 本院受理申请人申请公示催告一案，经审查申请人提出的公示催告申请符合法律规定，依照《中华人民共和国民事诉讼法》的规定，现予公告。自公告之日起六十日内，利害关系人应向本院申报权利。届时如果无人申报权利，本院将依法作出判决，宣告上述票据无效。在公示催告期间，转让该票据的行为无效。 bbox=[21, 291, 111, 309]
notice-paragraph: 本院受理的申请宣告失踪一案，经查，下落不明已满二年。现发出寻人公告，希本人或知其下落的有关单位、个人在公告期间内将其下落告知本院。公告期间为三个月，届满后，本院将依法作出判决。 bbox=[21, 498, 111, 509]
notice-paragraph: 本公司遗失营业执照正本、副本，公章一枚，财务专用章一枚，合同专用章一枚，声明作废。本公司拟向公司登记机关申请注销登记，请债权人于本公告发布之日起四十五日内向本公司清算组申报债权。特此公告。 bbox=[243, 726, 333, 738]
notice-paragraph: 本院受理的申请宣告失踪一案，经查，下落不明已满二年。现发出寻人公告，希本人或知其下落的有关单位、个人在公告期间内将其下落告知本院。公告期间为三个月，届满后，本院将依法作出判决。 bbox=[132, 455, 222, 466]
notice-paragraph: 注销公告：经股东决定，本公司拟向公司登记机关申请注销登记，请债权人于本公告发布之日起四十五日内向本公司清算组申报债权。联系人及联系电话详见公司登记信息。特此公告。 bbox=[354, 138, 444, 149]
notice-paragraph: 本院受理原告诉被告纠纷一案，因被告下落不明，依照《中华人民共和国民事诉讼法》第九十五条的规定，向你公告送达起诉状副本、应诉通知书、举证通知书、开庭传票等诉讼材料。自公告之日起经过三十日即视为送达。提出答辩状的期限和举证期限为公告期满后十五日内，并定于举证期满后第三日上午九时在本院第一审判庭公开开庭审理，逾期将依法缺席判决。 bbox=[132, 568, 222, 586]
notice-title: 关于破产案件债权申报的公告 bbox=[45, 1551, 87, 1556]
notice-paragraph: 减资公告：经股东会决议，本公司注册资本由原金额减少至新金额，请债权人自本公告之日起四十五日内向本公司提出清偿债务或提供相应担保的要求。特此公告。 bbox=[354, 648, 444, 659]
notice-paragraph: 本院受理申请人申请公示催告一案，经审查申请人提出的公示催告申请符合法律规定，依照《中华人民共和国民事诉讼法》的规定，现予公告。自公告之日起六十日内，利害关系人应向本院申报权利。届时如果无人申报权利，本院将依法作出判决，宣告上述票据无效。在公示催告期间，转让该票据的行为无效。 bbox=[132, 1029, 222, 1047]
notice-paragraph: 本院受理的申请宣告失踪一案，经查，下落不明已满二年。现发出寻人公告，希本人或知其下落的有关单位、个人在公告期间内将其下落告知本院。公告期间为三个月，届满后，本院将依法作出判决。 bbox=[132, 845, 222, 857]
notice-paragraph: 减资公告：经股东会决议，本公司注册资本由原金额减少至新金额，请债权人自本公告之日起四十五日内向本公司提出清偿债务或提供相应担保的要求。特此公告。 bbox=[354, 281, 444, 292]
notice-paragraph: 本院受理的申请宣告失踪一案，经查，下落不明已满二年。现发出寻人公告，希本人或知其下落的有关单位、个人在公告期间内将其下落告知本院。公告期间为三个月，届满后，本院将依法作出判决。 bbox=[21, 976, 111, 987]
notice-strip bbox=[16, 92, 116, 1571]
notice-paragraph: 上海市静安区人民法院公告：本院受理申请人申请公示催告一案，经审查申请人提出的公示催告申请符合法律规定，现予公告。自公告之日起六十日内，利害关系人应向本院申报权利。届时如果无人申报权利，本院将依法作出判决，宣告上述票据无效。 bbox=[243, 848, 333, 863]
notice-paragraph: 本院受理的申请宣告失踪一案，经查，下落不明已满二年。现发出寻人公告，希本人或知其下落的有关单位、个人在公告期间内将其下落告知本院。公告期间为三个月，届满后，本院将依法作出判决。 bbox=[132, 1453, 222, 1465]
notice-paragraph: 本院受理申请人申请公示催告一案，经审查申请人提出的公示催告申请符合法律规定，依照《中华人民共和国民事诉讼法》的规定，现予公告。自公告之日起六十日内，利害关系人应向本院申报权利。届时如果无人申报权利，本院将依法作出判决，宣告上述票据无效。在公示催告期间，转让该票据的行为无效。 bbox=[132, 943, 222, 960]
notice-paragraph: 减资公告：经股东会决议，本公司注册资本由原金额减少至新金额，请债权人自本公告之日起四十五日内向本公司提出清偿债务或提供相应担保的要求。特此公告。 bbox=[354, 832, 444, 843]
notice-paragraph: 本院受理的申请宣告失踪一案，经查，下落不明已满二年。现发出寻人公告，希本人或知其下落的有关单位、个人在公告期间内将其下落告知本院。公告期间为三个月，届满后，本院将依法作出判决。 bbox=[132, 1106, 222, 1117]
notice-paragraph: 遗失声明：本公司遗失营业执照正本、副本，公章一枚，财务专用章一枚，发票专用章一枚，声明作废。本公司拟向公司登记机关申请注销登记，请债权人于本公告发布之日起四十五日内向本公司清算组申报债权。特此公告。 bbox=[354, 118, 444, 129]
column-label: 6/7 中缝 bbox=[353, 61, 417, 77]
notice-paragraph: 遗失声明：本公司遗失营业执照正本、副本，公章一枚，财务专用章一枚，发票专用章一枚，声明作废。本公司拟向公司登记机关申请注销登记，请债权人于本公告发布之日起四十五日内向本公司清算组申报债权。特此公告。 bbox=[354, 577, 444, 588]
notice-paragraph: 本院受理原告诉被告纠纷一案，因被告下落不明，依照《中华人民共和国民事诉讼法》第九十五条的规定，向你公告送达起诉状副本、应诉通知书、举证通知书、开庭传票等诉讼材料。自公告之日起经过三十日即视为送达。提出答辩状的期限和举证期限为公告期满后十五日内，并定于举证期满后第三日上午九时在本院第一审判庭公开开庭审理，逾期将依法缺席判决。 bbox=[132, 612, 222, 630]
notice-paragraph: 本院受理原告诉被告纠纷一案，因被告下落不明，依照《中华人民共和国民事诉讼法》第九十五条的规定，向你公告送达起诉状副本、应诉通知书、举证通知书、开庭传票等诉讼材料。自公告之日起经过三十日即视为送达。提出答辩状的期限和举证期限为公告期满后十五日内，并定于举证期满后第三日上午九时在本院第一审判庭公开开庭审理，逾期将依法缺席判决。 bbox=[132, 1089, 222, 1107]
notice-paragraph: 本院受理申请人申请公示催告一案，经审查申请人提出的公示催告申请符合法律规定，依照《中华人民共和国民事诉讼法》的规定，现予公告。自公告之日起六十日内，利害关系人应向本院申报权利。届时如果无人申报权利，本院将依法作出判决，宣告上述票据无效。在公示催告期间，转让该票据的行为无效。 bbox=[132, 986, 222, 1004]
notice-strip bbox=[349, 92, 449, 1320]
notice-paragraph: 本公司遗失营业执照正本、副本，公章一枚，财务专用章一枚，合同专用章一枚，声明作废。本公司拟向公司登记机关申请注销登记，请债权人于本公告发布之日起四十五日内向本公司清算组申报债权。特此公告。 bbox=[243, 963, 333, 974]
notice-paragraph: 本院受理原告诉被告纠纷一案，因被告下落不明，依照《中华人民共和国民事诉讼法》第九十五条的规定，向你公告送达起诉状副本、应诉通知书、举证通知书、开庭传票等诉讼材料。自公告之日起经过三十日即视为送达。提出答辩状的期限和举证期限为公告期满后十五日内，并定于举证期满后第三日上午九时在本院第一审判庭公开开庭审理，逾期将依法缺席判决。 bbox=[132, 1263, 222, 1281]
notice-paragraph: 本院受理申请人申请公示催告一案，经审查申请人提出的公示催告申请符合法律规定，依照《中华人民共和国民事诉讼法》的规定，现予公告。自公告之日起六十日内，利害关系人应向本院申报权利。届时如果无人申报权利，本院将依法作出判决，宣告上述票据无效。在公示催告期间，转让该票据的行为无效。 bbox=[21, 161, 111, 179]
notice-paragraph: 遗失声明：本公司遗失营业执照正本、副本，公章一枚，财务专用章一枚，发票专用章一枚，声明作废。本公司拟向公司登记机关申请注销登记，请债权人于本公告发布之日起四十五日内向本公司清算组申报债权。特此公告。 bbox=[354, 791, 444, 802]
notice-paragraph: 经股东会决议，本公司注册资本由原金额减少至新金额，请债权人自本公告之日起四十五日内向本公司提出清偿债务或提供相应担保的要求。特此公告。 bbox=[243, 364, 333, 376]
notice-paragraph: 本院受理原告诉被告纠纷一案，因被告下落不明，依照《中华人民共和国民事诉讼法》第九十五条的规定，向你公告送达起诉状副本、应诉通知书、举证通知书、开庭传票等诉讼材料。自公告之日起经过三十日即视为送达。提出答辩状的期限和举证期限为公告期满后十五日内，并定于举证期满后第三日上午九时在本院第一审判庭公开开庭审理，逾期将依法缺席判决。 bbox=[21, 699, 111, 716]
notice-paragraph: 注销公告：经股东决定，本公司拟向公司登记机关申请注销登记，请债权人于本公告发布之日起四十五日内向本公司清算组申报债权。联系人及联系电话详见公司登记信息。特此公告。 bbox=[354, 658, 444, 670]
notice-paragraph: 本公司遗失营业执照正本、副本，公章一枚，财务专用章一枚，合同专用章一枚，声明作废。本公司拟向公司登记机关申请注销登记，请债权人于本公告发布之日起四十五日内向本公司清算组申报债权。特此公告。 bbox=[243, 794, 333, 805]
notice-paragraph: 本公司遗失营业执照正本、副本，公章一枚，财务专用章一枚，合同专用章一枚，声明作废。本公司拟向公司登记机关申请注销登记，请债权人于本公告发布之日起四十五日内向本公司清算组申报债权。特此公告。 bbox=[243, 591, 333, 602]
notice-paragraph: 本院受理申请人申请公示催告一案，经审查申请人提出的公示催告申请符合法律规定，依照《中华人民共和国民事诉讼法》的规定，现予公告。自公告之日起六十日内，利害关系人应向本院申报权利。届时如果无人申报权利，本院将依法作出判决，宣告上述票据无效。在公示催告期间，转让该票据的行为无效。 bbox=[132, 1116, 222, 1134]
notice-paragraph: 本公司遗失营业执照正本、副本，公章一枚，财务专用章一枚，合同专用章一枚，声明作废。本公司拟向公司登记机关申请注销登记，请债权人于本公告发布之日起四十五日内向本公司清算组申报债权。特此公告。 bbox=[243, 659, 333, 670]
notice-paragraph: 本院受理的申请宣告失踪一案，经查，下落不明已满二年。现发出寻人公告，希本人或知其下落的有关单位、个人在公告期间内将其下落告知本院。公告期间为三个月，届满后，本院将依法作出判决。 bbox=[132, 1063, 222, 1074]
notice-paragraph: 本院受理的申请宣告失踪一案，经查，下落不明已满二年。现发出寻人公告，希本人或知其下落的有关单位、个人在公告期间内将其下落告知本院。公告期间为三个月，届满后，本院将依法作出判决。 bbox=[21, 715, 111, 727]
notice-paragraph: 本院受理原告诉被告纠纷一案，因被告下落不明，依照《中华人民共和国民事诉讼法》第九十五条的规定，向你公告送达起诉状副本、应诉通知书、举证通知书、开庭传票等诉讼材料。自公告之日起经过三十日即视为送达。提出答辩状的期限和举证期限为公告期满后十五日内，并定于举证期满后第三日上午九时在本院第一审判庭公开开庭审理，逾期将依法缺席判决。 bbox=[21, 1176, 111, 1194]
notice-paragraph: 本院受理的申请宣告失踪一案，经查，下落不明已满二年。现发出寻人公告，希本人或知其下落的有关单位、个人在公告期间内将其下落告知本院。公告期间为三个月，届满后，本院将依法作出判决。 bbox=[132, 542, 222, 553]
notice-paragraph: 经股东会决议，本公司注册资本由原金额减少至新金额，请债权人自本公告之日起四十五日内向本公司提出清偿债务或提供相应担保的要求。特此公告。 bbox=[243, 1074, 333, 1086]
notice-paragraph: 注销公告：经股东决定，本公司拟向公司登记机关申请注销登记，请债权人于本公告发布之日起四十五日内向本公司清算组申报债权。联系人及联系电话详见公司登记信息。特此公告。 bbox=[354, 964, 444, 976]
notice-paragraph: 上海市静安区人民法院公告：本院受理申请人申请公示催告一案，经审查申请人提出的公示催告申请符合法律规定，现予公告。自公告之日起六十日内，利害关系人应向本院申报权利。届时如果无人申报权利，本院将依法作出判决，宣告上述票据无效。 bbox=[243, 983, 333, 998]
notice-paragraph: 本公司遗失营业执照正本、副本，公章一枚，财务专用章一枚，合同专用章一枚，声明作废。本公司拟向公司登记机关申请注销登记，请债权人于本公告发布之日起四十五日内向本公司清算组申报债权。特此公告。 bbox=[243, 861, 333, 873]
notice-paragraph: 本院受理原告诉被告纠纷一案，因被告下落不明，依照《中华人民共和国民事诉讼法》第九十五条的规定，向你公告送达起诉状副本、应诉通知书、举证通知书、开庭传票等诉讼材料。自公告之日起经过三十日即视为送达。提出答辩状的期限和举证期限为公告期满后十五日内，并定于举证期满后第三日上午九时在本院第一审判庭公开开庭审理，逾期将依法缺席判决。 bbox=[21, 178, 111, 195]
notice-paragraph: 减资公告：经股东会决议，本公司注册资本由原金额减少至新金额，请债权人自本公告之日起四十五日内向本公司提出清偿债务或提供相应担保的要求。特此公告。 bbox=[354, 373, 444, 384]
column-heading: 人民法院公告 bbox=[22, 97, 110, 115]
notice-paragraph: 注销公告：经股东决定，本公司拟向公司登记机关申请注销登记，请债权人于本公告发布之日起四十五日内向本公司清算组申报债权。联系人及联系电话详见公司登记信息。特此公告。 bbox=[354, 628, 444, 639]
notice-paragraph: 本院受理原告诉被告纠纷一案，因被告下落不明，依照《中华人民共和国民事诉讼法》第九十五条的规定，向你公告送达起诉状副本、应诉通知书、举证通知书、开庭传票等诉讼材料。自公告之日起经过三十日即视为送达。提出答辩状的期限和举证期限为公告期满后十五日内，并定于举证期满后第三日上午九时在本院第一审判庭公开开庭审理，逾期将依法缺席判决。 bbox=[21, 438, 111, 456]
notice-paragraph: 本院受理原告诉被告纠纷一案，因被告下落不明，依照《中华人民共和国民事诉讼法》第九十五条的规定，向你公告送达起诉状副本、应诉通知书、举证通知书、开庭传票等诉讼材料。自公告之日起经过三十日即视为送达。提出答辩状的期限和举证期限为公告期满后十五日内，并定于举证期满后第三日上午九时在本院第一审判庭公开开庭审理，逾期将依法缺席判决。 bbox=[132, 1480, 222, 1498]
notice-paragraph: 遗失声明：本公司遗失营业执照正本、副本，公章一枚，财务专用章一枚，发票专用章一枚，声明作废。本公司拟向公司登记机关申请注销登记，请债权人于本公告发布之日起四十五日内向本公司清算组申报债权。特此公告。 bbox=[354, 913, 444, 925]
notice-paragraph: 上海市静安区人民法院公告：本院受理申请人申请公示催告一案，经审查申请人提出的公示催告申请符合法律规定，现予公告。自公告之日起六十日内，利害关系人应向本院申报权利。届时如果无人申报权利，本院将依法作出判决，宣告上述票据无效。 bbox=[243, 442, 333, 457]
notice-paragraph: 本院受理的申请宣告失踪一案，经查，下落不明已满二年。现发出寻人公告，希本人或知其下落的有关单位、个人在公告期间内将其下落告知本院。公告期间为三个月，届满后，本院将依法作出判决。 bbox=[21, 932, 111, 944]
notice-paragraph: 本院受理申请人申请公示催告一案，经审查申请人提出的公示催告申请符合法律规定，依照《中华人民共和国民事诉讼法》的规定，现予公告。自公告之日起六十日内，利害关系人应向本院申报权利。届时如果无人申报权利，本院将依法作出判决，宣告上述票据无效。在公示催告期间，转让该票据的行为无效。 bbox=[21, 1377, 111, 1395]
notice-paragraph: 本院受理原告诉被告纠纷一案，因被告下落不明，依照《中华人民共和国民事诉讼法》第九十五条的规定，向你公告送达起诉状副本、应诉通知书、举证通知书、开庭传票等诉讼材料。自公告之日起经过三十日即视为送达。提出答辩状的期限和举证期限为公告期满后十五日内，并定于举证期满后第三日上午九时在本院第一审判庭公开开庭审理，逾期将依法缺席判决。 bbox=[132, 829, 222, 847]
notice-paragraph: 经股东会决议，本公司注册资本由原金额减少至新金额，请债权人自本公告之日起四十五日内向本公司提出清偿债务或提供相应担保的要求。特此公告。 bbox=[243, 1108, 333, 1120]
notice-paragraph: 注销公告：经股东决定，本公司拟向公司登记机关申请注销登记，请债权人于本公告发布之日起四十五日内向本公司清算组申报债权。联系人及联系电话详见公司登记信息。特此公告。 bbox=[354, 505, 444, 517]
notice-paragraph: 本院受理原告诉被告纠纷一案，因被告下落不明，依照《中华人民共和国民事诉讼法》第九十五条的规定，向你公告送达起诉状副本、应诉通知书、举证通知书、开庭传票等诉讼材料。自公告之日起经过三十日即视为送达。提出答辩状的期限和举证期限为公告期满后十五日内，并定于举证期满后第三日上午九时在本院第一审判庭公开开庭审理，逾期将依法缺席判决。 bbox=[132, 351, 222, 369]
notice-paragraph: 本院受理原告诉被告纠纷一案，因被告下落不明，依照《中华人民共和国民事诉讼法》第九十五条的规定，向你公告送达起诉状副本、应诉通知书、举证通知书、开庭传票等诉讼材料。自公告之日起经过三十日即视为送达。提出答辩状的期限和举证期限为公告期满后十五日内，并定于举证期满后第三日上午九时在本院第一审判庭公开开庭审理，逾期将依法缺席判决。 bbox=[132, 742, 222, 760]
notice-paragraph: 本院受理申请人申请公示催告一案，经审查申请人提出的公示催告申请符合法律规定，依照《中华人民共和国民事诉讼法》的规定，现予公告。自公告之日起六十日内，利害关系人应向本院申报权利。届时如果无人申报权利，本院将依法作出判决，宣告上述票据无效。在公示催告期间，转让该票据的行为无效。 bbox=[132, 1420, 222, 1438]
notice-paragraph: 本院受理原告诉被告纠纷一案，因被告下落不明，依照《中华人民共和国民事诉讼法》第九十五条的规定，向你公告送达起诉状副本、应诉通知书、举证通知书、开庭传票等诉讼材料。自公告之日起经过三十日即视为送达。提出答辩状的期限和举证期限为公告期满后十五日内，并定于举证期满后第三日上午九时在本院第一审判庭公开开庭审理，逾期将依法缺席判决。 bbox=[21, 742, 111, 760]
notice-paragraph: 经股东会决议，本公司注册资本由原金额减少至新金额，请债权人自本公告之日起四十五日内向本公司提出清偿债务或提供相应担保的要求。特此公告。 bbox=[243, 601, 333, 612]
notice-paragraph: 本院受理原告诉被告纠纷一案，因被告下落不明，依照《中华人民共和国民事诉讼法》第九十五条的规定，向你公告送达起诉状副本、应诉通知书、举证通知书、开庭传票等诉讼材料。自公告之日起经过三十日即视为送达。提出答辩状的期限和举证期限为公告期满后十五日内，并定于举证期满后第三日上午九时在本院第一审判庭公开开庭审理，逾期将依法缺席判决。 bbox=[21, 134, 111, 152]
notice-paragraph: 遗失声明：本公司遗失营业执照正本、副本，公章一枚，财务专用章一枚，发票专用章一枚，声明作废。本公司拟向公司登记机关申请注销登记，请债权人于本公告发布之日起四十五日内向本公司清算组申报债权。特此公告。 bbox=[354, 148, 444, 160]
notice-paragraph: 本院受理的申请宣告失踪一案，经查，下落不明已满二年。现发出寻人公告，希本人或知其下落的有关单位、个人在公告期间内将其下落告知本院。公告期间为三个月，届满后，本院将依法作出判决。 bbox=[21, 542, 111, 553]
notice-paragraph: 本院受理原告诉被告纠纷一案，因被告下落不明，依照《中华人民共和国民事诉讼法》第九十五条的规定，向你公告送达起诉状副本、应诉通知书、举证通知书、开庭传票等诉讼材料。自公告之日起经过三十日即视为送达。提出答辩状的期限和举证期限为公告期满后十五日内，并定于举证期满后第三日上午九时在本院第一审判庭公开开庭审理，逾期将依法缺席判决。 bbox=[21, 1480, 111, 1498]
notice-paragraph: 遗失声明：本公司遗失营业执照正本、副本，公章一枚，财务专用章一枚，发票专用章一枚，声明作废。本公司拟向公司登记机关申请注销登记，请债权人于本公告发布之日起四十五日内向本公司清算组申报债权。特此公告。 bbox=[354, 301, 444, 313]
notice-paragraph: 本院受理申请人申请公示催告一案，经审查申请人提出的公示催告申请符合法律规定，依照《中华人民共和国民事诉讼法》的规定，现予公告。自公告之日起六十日内，利害关系人应向本院申报权利。届时如果无人申报权利，本院将依法作出判决，宣告上述票据无效。在公示催告期间，转让该票据的行为无效。 bbox=[132, 1290, 222, 1308]
notice-paragraph: 本院受理申请人申请公示催告一案，经审查申请人提出的公示催告申请符合法律规定，依照《中华人民共和国民事诉讼法》的规定，现予公告。自公告之日起六十日内，利害关系人应向本院申报权利。届时如果无人申报权利，本院将依法作出判决，宣告上述票据无效。在公示催告期间，转让该票据的行为无效。 bbox=[21, 378, 111, 396]
notice-paragraph: 上海市静安区人民法院公告：本院受理申请人申请公示催告一案，经审查申请人提出的公示催告申请符合法律规定，现予公告。自公告之日起六十日内，利害关系人应向本院申报权利。届时如果无人申报权利，本院将依法作出判决，宣告上述票据无效。 bbox=[243, 713, 333, 727]
notice-paragraph: 减资公告：经股东会决议，本公司注册资本由原金额减少至新金额，请债权人自本公告之日起四十五日内向本公司提出清偿债务或提供相应担保的要求。特此公告。 bbox=[354, 740, 444, 751]
notice-paragraph: 本院受理原告诉被告纠纷一案，因被告下落不明，依照《中华人民共和国民事诉讼法》第九十五条的规定，向你公告送达起诉状副本、应诉通知书、举证通知书、开庭传票等诉讼材料。自公告之日起经过三十日即视为送达。提出答辩状的期限和举证期限为公告期满后十五日内，并定于举证期满后第三日上午九时在本院第一审判庭公开开庭审理，逾期将依法缺席判决。 bbox=[132, 1046, 222, 1064]
notice-paragraph: 本院受理的申请宣告失踪一案，经查，下落不明已满二年。现发出寻人公告，希本人或知其下落的有关单位、个人在公告期间内将其下落告知本院。公告期间为三个月，届满后，本院将依法作出判决。 bbox=[21, 1149, 111, 1161]
column-heading: 公告专栏 bbox=[244, 97, 332, 115]
notice-paragraph: 上海市静安区人民法院公告：本院受理申请人申请公示催告一案，经审查申请人提出的公示催告申请符合法律规定，现予公告。自公告之日起六十日内，利害关系人应向本院申报权利。届时如果无人申报权利，本院将依法作出判决，宣告上述票据无效。 bbox=[243, 476, 333, 491]
notice-paragraph: 本院受理申请人申请公示催告一案，经审查申请人提出的公示催告申请符合法律规定，依照《中华人民共和国民事诉讼法》的规定，现予公告。自公告之日起六十日内，利害关系人应向本院申报权利。届时如果无人申报权利，本院将依法作出判决，宣告上述票据无效。在公示催告期间，转让该票据的行为无效。 bbox=[21, 1246, 111, 1264]
notice-paragraph: 遗失声明：本公司遗失营业执照正本、副本，公章一枚，财务专用章一枚，发票专用章一枚，声明作废。本公司拟向公司登记机关申请注销登记，请债权人于本公告发布之日起四十五日内向本公司清算组申报债权。特此公告。 bbox=[354, 179, 444, 190]
notice-paragraph: 注销公告：经股东决定，本公司拟向公司登记机关申请注销登记，请债权人于本公告发布之日起四十五日内向本公司清算组申报债权。联系人及联系电话详见公司登记信息。特此公告。 bbox=[354, 995, 444, 1006]
notice-paragraph: 注销公告：经股东决定，本公司拟向公司登记机关申请注销登记，请债权人于本公告发布之日起四十五日内向本公司清算组申报债权。联系人及联系电话详见公司登记信息。特此公告。 bbox=[354, 475, 444, 486]
notice-paragraph: 本院受理申请人申请公示催告一案，经审查申请人提出的公示催告申请符合法律规定，依照《中华人民共和国民事诉讼法》的规定，现予公告。自公告之日起六十日内，利害关系人应向本院申报权利。届时如果无人申报权利，本院将依法作出判决，宣告上述票据无效。在公示催告期间，转让该票据的行为无效。 bbox=[21, 639, 111, 656]
notice-paragraph: 遗失声明：本公司遗失营业执照正本、副本，公章一枚，财务专用章一枚，发票专用章一枚，声明作废。本公司拟向公司登记机关申请注销登记，请债权人于本公告发布之日起四十五日内向本公司清算组申报债权。特此公告。 bbox=[354, 424, 444, 435]
notice-text-block bbox=[239, 117, 337, 1247]
notice-paragraph: 本院受理原告诉被告纠纷一案，因被告下落不明，依照《中华人民共和国民事诉讼法》第九十五条的规定，向你公告送达起诉状副本、应诉通知书、举证通知书、开庭传票等诉讼材料。自公告之日起经过三十日即视为送达。提出答辩状的期限和举证期限为公告期满后十五日内，并定于举证期满后第三日上午九时在本院第一审判庭公开开庭审理，逾期将依法缺席判决。 bbox=[132, 1133, 222, 1151]
column-label: 2/3 中缝 bbox=[131, 61, 195, 77]
notice-paragraph: 本院受理的申请宣告失踪一案，经查，下落不明已满二年。现发出寻人公告，希本人或知其下落的有关单位、个人在公告期间内将其下落告知本院。公告期间为三个月，届满后，本院将依法作出判决。 bbox=[132, 759, 222, 770]
notice-paragraph: 经股东会决议，本公司注册资本由原金额减少至新金额，请债权人自本公告之日起四十五日内向本公司提出清偿债务或提供相应担保的要求。特此公告。 bbox=[243, 398, 333, 410]
notice-paragraph: 注销公告：经股东决定，本公司拟向公司登记机关申请注销登记，请债权人于本公告发布之日起四十五日内向本公司清算组申报债权。联系人及联系电话详见公司登记信息。特此公告。 bbox=[354, 383, 444, 394]
notice-paragraph: 本公司遗失营业执照正本、副本，公章一枚，财务专用章一枚，合同专用章一枚，声明作废。本公司拟向公司登记机关申请注销登记，请债权人于本公告发布之日起四十五日内向本公司清算组申报债权。特此公告。 bbox=[243, 692, 333, 704]
notice-paragraph: 本院受理的申请宣告失踪一案，经查，下落不明已满二年。现发出寻人公告，希本人或知其下落的有关单位、个人在公告期间内将其下落告知本院。公告期间为三个月，届满后，本院将依法作出判决。 bbox=[21, 324, 111, 336]
notice-paragraph: 本院受理申请人申请公示催告一案，经审查申请人提出的公示催告申请符合法律规定，依照《中华人民共和国民事诉讼法》的规定，现予公告。自公告之日起六十日内，利害关系人应向本院申报权利。届时如果无人申报权利，本院将依法作出判决，宣告上述票据无效。在公示催告期间，转让该票据的行为无效。 bbox=[132, 508, 222, 526]
notice-paragraph: 上海市静安区人民法院公告：本院受理申请人申请公示催告一案，经审查申请人提出的公示催告申请符合法律规定，现予公告。自公告之日起六十日内，利害关系人应向本院申报权利。届时如果无人申报权利，本院将依法作出判决，宣告上述票据无效。 bbox=[243, 882, 333, 896]
notice-paragraph: 本院受理申请人申请公示催告一案，经审查申请人提出的公示催告申请符合法律规定，依照《中华人民共和国民事诉讼法》的规定，现予公告。自公告之日起六十日内，利害关系人应向本院申报权利。届时如果无人申报权利，本院将依法作出判决，宣告上述票据无效。在公示催告期间，转让该票据的行为无效。 bbox=[21, 552, 111, 570]
notice-paragraph: 经股东会决议，本公司注册资本由原金额减少至新金额，请债权人自本公告之日起四十五日内向本公司提出清偿债务或提供相应担保的要求。特此公告。 bbox=[243, 466, 333, 477]
notice-paragraph: 减资公告：经股东会决议，本公司注册资本由原金额减少至新金额，请债权人自本公告之日起四十五日内向本公司提出清偿债务或提供相应担保的要求。特此公告。 bbox=[354, 250, 444, 262]
notice-paragraph: 遗失声明：本公司遗失营业执照正本、副本，公章一枚，财务专用章一枚，发票专用章一枚，声明作废。本公司拟向公司登记机关申请注销登记，请债权人于本公告发布之日起四十五日内向本公司清算组申报债权。特此公告。 bbox=[354, 730, 444, 741]
notice-paragraph: 经股东会决议，本公司注册资本由原金额减少至新金额，请债权人自本公告之日起四十五日内向本公司提出清偿债务或提供相应担保的要求。特此公告。 bbox=[243, 905, 333, 917]
notice-paragraph: 本院受理原告诉被告纠纷一案，因被告下落不明，依照《中华人民共和国民事诉讼法》第九十五条的规定，向你公告送达起诉状副本、应诉通知书、举证通知书、开庭传票等诉讼材料。自公告之日起经过三十日即视为送达。提出答辩状的期限和举证期限为公告期满后十五日内，并定于举证期满后第三日上午九时在本院第一审判庭公开开庭审理，逾期将依法缺席判决。 bbox=[21, 1133, 111, 1151]
notice-paragraph: 遗失声明：本公司遗失营业执照正本、副本，公章一枚，财务专用章一枚，发票专用章一枚，声明作废。本公司拟向公司登记机关申请注销登记，请债权人于本公告发布之日起四十五日内向本公司清算组申报债权。特此公告。 bbox=[354, 699, 444, 710]
notice-paragraph: 本院受理原告诉被告纠纷一案，因被告下落不明，依照《中华人民共和国民事诉讼法》第九十五条的规定，向你公告送达起诉状副本、应诉通知书、举证通知书、开庭传票等诉讼材料。自公告之日起经过三十日即视为送达。提出答辩状的期限和举证期限为公告期满后十五日内，并定于举证期满后第三日上午九时在本院第一审判庭公开开庭审理，逾期将依法缺席判决。 bbox=[132, 395, 222, 412]
notice-paragraph: 本院受理的申请宣告失踪一案，经查，下落不明已满二年。现发出寻人公告，希本人或知其下落的有关单位、个人在公告期间内将其下落告知本院。公告期间为三个月，届满后，本院将依法作出判决。 bbox=[132, 1280, 222, 1291]
notice-paragraph: 注销公告：经股东决定，本公司拟向公司登记机关申请注销登记，请债权人于本公告发布之日起四十五日内向本公司清算组申报债权。联系人及联系电话详见公司登记信息。特此公告。 bbox=[354, 291, 444, 302]
notice-paragraph: 根据相关合同约定，请上述债务人自本声明发布之日起三十日内与本公司联系并履行还款义务。逾期不履行的，本公司将依法通过诉讼等方式追究相应的法律责任。特此声明。 bbox=[354, 1102, 444, 1114]
notice-paragraph: 经股东会决议，本公司注册资本由原金额减少至新金额，请债权人自本公告之日起四十五日内向本公司提出清偿债务或提供相应担保的要求。特此公告。 bbox=[243, 162, 333, 173]
notice-paragraph: 本院受理原告诉被告纠纷一案，因被告下落不明，依照《中华人民共和国民事诉讼法》第九十五条的规定，向你公告送达起诉状副本、应诉通知书、举证通知书、开庭传票等诉讼材料。自公告之日起经过三十日即视为送达。提出答辩状的期限和举证期限为公告期满后十五日内，并定于举证期满后第三日上午九时在本院第一审判庭公开开庭审理，逾期将依法缺席判决。 bbox=[21, 1220, 111, 1237]
notice-paragraph: 本院受理的申请宣告失踪一案，经查，下落不明已满二年。现发出寻人公告，希本人或知其下落的有关单位、个人在公告期间内将其下落告知本院。公告期间为三个月，届满后，本院将依法作出判决。 bbox=[132, 1410, 222, 1421]
notice-paragraph: 本院受理原告诉被告纠纷一案，因被告下落不明，依照《中华人民共和国民事诉讼法》第九十五条的规定，向你公告送达起诉状副本、应诉通知书、举证通知书、开庭传票等诉讼材料。自公告之日起经过三十日即视为送达。提出答辩状的期限和举证期限为公告期满后十五日内，并定于举证期满后第三日上午九时在本院第一审判庭公开开庭审理，逾期将依法缺席判决。 bbox=[132, 308, 222, 326]
notice-paragraph: 本公司遗失营业执照正本、副本，公章一枚，财务专用章一枚，合同专用章一枚，声明作废。本公司拟向公司登记机关申请注销登记，请债权人于本公告发布之日起四十五日内向本公司清算组申报债权。特此公告。 bbox=[243, 1132, 333, 1143]
notice-paragraph: 本院于2023年受理破产清算一案，并指定管理人。债权人应自公告之日起三十日内，向管理人申报债权，书面说明债权数额和有无财产担保，并提交相关证据。未依法申报债权的，不得依照企业破产法规定的程序行使权利。 bbox=[21, 1556, 111, 1567]
notice-paragraph: 上海市静安区人民法院公告：本院受理申请人申请公示催告一案，经审查申请人提出的公示催告申请符合法律规定，现予公告。自公告之日起六十日内，利害关系人应向本院申报权利。届时如果无人申报权利，本院将依法作出判决，宣告上述票据无效。 bbox=[243, 645, 333, 660]
notice-paragraph: 本公司遗失营业执照正本、副本，公章一枚，财务专用章一枚，合同专用章一枚，声明作废。本公司拟向公司登记机关申请注销登记，请债权人于本公告发布之日起四十五日内向本公司清算组申报债权。特此公告。 bbox=[243, 828, 333, 839]
notice-paragraph: 本公司遗失营业执照正本、副本，公章一枚，财务专用章一枚，合同专用章一枚，声明作废。本公司拟向公司登记机关申请注销登记，请债权人于本公告发布之日起四十五日内向本公司清算组申报债权。特此公告。 bbox=[243, 1064, 333, 1076]
notice-paragraph: 本院受理的申请宣告失踪一案，经查，下落不明已满二年。现发出寻人公告，希本人或知其下落的有关单位、个人在公告期间内将其下落告知本院。公告期间为三个月，届满后，本院将依法作出判决。 bbox=[132, 1193, 222, 1204]
notice-paragraph: 减资公告：经股东会决议，本公司注册资本由原金额减少至新金额，请债权人自本公告之日起四十五日内向本公司提出清偿债务或提供相应担保的要求。特此公告。 bbox=[354, 771, 444, 782]
notice-paragraph: 注销公告：经股东决定，本公司拟向公司登记机关申请注销登记，请债权人于本公告发布之日起四十五日内向本公司清算组申报债权。联系人及联系电话详见公司登记信息。特此公告。 bbox=[354, 597, 444, 608]
notice-paragraph: 本院受理申请人申请公示催告一案，经审查申请人提出的公示催告申请符合法律规定，依照《中华人民共和国民事诉讼法》的规定，现予公告。自公告之日起六十日内，利害关系人应向本院申报权利。届时如果无人申报权利，本院将依法作出判决，宣告上述票据无效。在公示催告期间，转让该票据的行为无效。 bbox=[21, 682, 111, 700]
notice-paragraph: 本院受理申请人申请公示催告一案，经审查申请人提出的公示催告申请符合法律规定，依照《中华人民共和国民事诉讼法》的规定，现予公告。自公告之日起六十日内，利害关系人应向本院申报权利。届时如果无人申报权利，本院将依法作出判决，宣告上述票据无效。在公示催告期间，转让该票据的行为无效。 bbox=[132, 1333, 222, 1351]
notice-paragraph: 本公司遗失营业执照正本、副本，公章一枚，财务专用章一枚，合同专用章一枚，声明作废。本公司拟向公司登记机关申请注销登记，请债权人于本公告发布之日起四十五日内向本公司清算组申报债权。特此公告。 bbox=[243, 320, 333, 332]
notice-paragraph: 本院受理申请人申请公示催告一案，经审查申请人提出的公示催告申请符合法律规定，依照《中华人民共和国民事诉讼法》的规定，现予公告。自公告之日起六十日内，利害关系人应向本院申报权利。届时如果无人申报权利，本院将依法作出判决，宣告上述票据无效。在公示催告期间，转让该票据的行为无效。 bbox=[132, 291, 222, 309]
notice-paragraph: 本公司遗失营业执照正本、副本，公章一枚，财务专用章一枚，合同专用章一枚，声明作废。本公司拟向公司登记机关申请注销登记，请债权人于本公告发布之日起四十五日内向本公司清算组申报债权。特此公告。 bbox=[243, 895, 333, 907]
notice-paragraph: 本院受理申请人申请公示催告一案，经审查申请人提出的公示催告申请符合法律规定，依照《中华人民共和国民事诉讼法》的规定，现予公告。自公告之日起六十日内，利害关系人应向本院申报权利。届时如果无人申报权利，本院将依法作出判决，宣告上述票据无效。在公示催告期间，转让该票据的行为无效。 bbox=[132, 248, 222, 266]
notice-paragraph: 经股东会决议，本公司注册资本由原金额减少至新金额，请债权人自本公告之日起四十五日内向本公司提出清偿债务或提供相应担保的要求。特此公告。 bbox=[243, 195, 333, 207]
notice-paragraph: 经股东会决议，本公司注册资本由原金额减少至新金额，请债权人自本公告之日起四十五日内向本公司提出清偿债务或提供相应担保的要求。特此公告。 bbox=[243, 1041, 333, 1052]
notice-paragraph: 本院受理申请人申请公示催告一案，经审查申请人提出的公示催告申请符合法律规定，依照《中华人民共和国民事诉讼法》的规定，现予公告。自公告之日起六十日内，利害关系人应向本院申报权利。届时如果无人申报权利，本院将依法作出判决，宣告上述票据无效。在公示催告期间，转让该票据的行为无效。 bbox=[132, 1377, 222, 1395]
notice-paragraph: 减资公告：经股东会决议，本公司注册资本由原金额减少至新金额，请债权人自本公告之日起四十五日内向本公司提出清偿债务或提供相应担保的要求。特此公告。 bbox=[354, 434, 444, 445]
notice-paragraph: 本院受理申请人申请公示催告一案，经审查申请人提出的公示催告申请符合法律规定，依照《中华人民共和国民事诉讼法》的规定，现予公告。自公告之日起六十日内，利害关系人应向本院申报权利。届时如果无人申报权利，本院将依法作出判决，宣告上述票据无效。在公示催告期间，转让该票据的行为无效。 bbox=[132, 1464, 222, 1481]
notice-paragraph: 本院受理申请人申请公示催告一案，经审查申请人提出的公示催告申请符合法律规定，依照《中华人民共和国民事诉讼法》的规定，现予公告。自公告之日起六十日内，利害关系人应向本院申报权利。届时如果无人申报权利，本院将依法作出判决，宣告上述票据无效。在公示催告期间，转让该票据的行为无效。 bbox=[132, 1246, 222, 1264]
notice-paragraph: 本院受理申请人申请公示催告一案，经审查申请人提出的公示催告申请符合法律规定，依照《中华人民共和国民事诉讼法》的规定，现予公告。自公告之日起六十日内，利害关系人应向本院申报权利。届时如果无人申报权利，本院将依法作出判决，宣告上述票据无效。在公示催告期间，转让该票据的行为无效。 bbox=[21, 1333, 111, 1351]
notice-paragraph: 上海市静安区人民法院公告：本院受理申请人申请公示催告一案，经审查申请人提出的公示催告申请符合法律规定，现予公告。自公告之日起六十日内，利害关系人应向本院申报权利。届时如果无人申报权利，本院将依法作出判决，宣告上述票据无效。 bbox=[243, 510, 333, 524]
notice-paragraph: 注销公告：经股东决定，本公司拟向公司登记机关申请注销登记，请债权人于本公告发布之日起四十五日内向本公司清算组申报债权。联系人及联系电话详见公司登记信息。特此公告。 bbox=[354, 1087, 444, 1098]
notice-paragraph: 本公司遗失营业执照正本、副本，公章一枚，财务专用章一枚，合同专用章一枚，声明作废。本公司拟向公司登记机关申请注销登记，请债权人于本公告发布之日起四十五日内向本公司清算组申报债权。特此公告。 bbox=[243, 557, 333, 568]
notice-paragraph: 注销公告：经股东决定，本公司拟向公司登记机关申请注销登记，请债权人于本公告发布之日起四十五日内向本公司清算组申报债权。联系人及联系电话详见公司登记信息。特此公告。 bbox=[354, 413, 444, 425]
notice-paragraph: 本院受理原告诉被告纠纷一案，因被告下落不明，依照《中华人民共和国民事诉讼法》第九十五条的规定，向你公告送达起诉状副本、应诉通知书、举证通知书、开庭传票等诉讼材料。自公告之日起经过三十日即视为送达。提出答辩状的期限和举证期限为公告期满后十五日内，并定于举证期满后第三日上午九时在本院第一审判庭公开开庭审理，逾期将依法缺席判决。 bbox=[132, 785, 222, 803]
notice-paragraph: 上海市静安区人民法院公告：本院受理申请人申请公示催告一案，经审查申请人提出的公示催告申请符合法律规定，现予公告。自公告之日起六十日内，利害关系人应向本院申报权利。届时如果无人申报权利，本院将依法作出判决，宣告上述票据无效。 bbox=[243, 206, 333, 220]
notice-paragraph: 西安市中级人民法院公告：本院受理原告诉被告纠纷一案，因被告下落不明，现依法向你公告送达起诉状副本、应诉通知书、举证通知书及开庭传票。自公告之日起经过三十日即视为送达。 bbox=[243, 1233, 333, 1245]
notice-paragraph: 本院受理申请人申请公示催告一案，经审查申请人提出的公示催告申请符合法律规定，依照《中华人民共和国民事诉讼法》的规定，现予公告。自公告之日起六十日内，利害关系人应向本院申报权利。届时如果无人申报权利，本院将依法作出判决，宣告上述票据无效。在公示催告期间，转让该票据的行为无效。 bbox=[132, 899, 222, 917]
notice-paragraph: 本院受理的申请宣告失踪一案，经查，下落不明已满二年。现发出寻人公告，希本人或知其下落的有关单位、个人在公告期间内将其下落告知本院。公告期间为三个月，届满后，本院将依法作出判决。 bbox=[21, 889, 111, 900]
notice-paragraph: 本院受理的申请宣告失踪一案，经查，下落不明已满二年。现发出寻人公告，希本人或知其下落的有关单位、个人在公告期间内将其下落告知本院。公告期间为三个月，届满后，本院将依法作出判决。 bbox=[132, 238, 222, 249]
notice-paragraph: 本院受理申请人申请公示催告一案，经审查申请人提出的公示催告申请符合法律规定，依照《中华人民共和国民事诉讼法》的规定，现予公告。自公告之日起六十日内，利害关系人应向本院申报权利。届时如果无人申报权利，本院将依法作出判决，宣告上述票据无效。在公示催告期间，转让该票据的行为无效。 bbox=[21, 595, 111, 613]
notice-paragraph: 本院受理的申请宣告失踪一案，经查，下落不明已满二年。现发出寻人公告，希本人或知其下落的有关单位、个人在公告期间内将其下落告知本院。公告期间为三个月，届满后，本院将依法作出判决。 bbox=[132, 411, 222, 423]
notice-paragraph: 遗失声明：本公司遗失营业执照正本、副本，公章一枚，财务专用章一枚，发票专用章一枚，声明作废。本公司拟向公司登记机关申请注销登记，请债权人于本公告发布之日起四十五日内向本公司清算组申报债权。特此公告。 bbox=[354, 332, 444, 343]
notice-paragraph: 本院受理原告诉被告纠纷一案，因被告下落不明，依照《中华人民共和国民事诉讼法》第九十五条的规定，向你公告送达起诉状副本、应诉通知书、举证通知书、开庭传票等诉讼材料。自公告之日起经过三十日即视为送达。提出答辩状的期限和举证期限为公告期满后十五日内，并定于举证期满后第三日上午九时在本院第一审判庭公开开庭审理，逾期将依法缺席判决。 bbox=[132, 1393, 222, 1411]
notice-paragraph: 遗失声明：本公司遗失营业执照正本、副本，公章一枚，财务专用章一枚，发票专用章一枚，声明作废。本公司拟向公司登记机关申请注销登记，请债权人于本公告发布之日起四十五日内向本公司清算组申报债权。特此公告。 bbox=[354, 975, 444, 986]
notice-paragraph: 注销公告：经股东决定，本公司拟向公司登记机关申请注销登记，请债权人于本公告发布之日起四十五日内向本公司清算组申报债权。联系人及联系电话详见公司登记信息。特此公告。 bbox=[354, 1056, 444, 1068]
notice-paragraph: 上海市静安区人民法院公告：本院受理申请人申请公示催告一案，经审查申请人提出的公示催告申请符合法律规定，现予公告。自公告之日起六十日内，利害关系人应向本院申报权利。届时如果无人申报权利，本院将依法作出判决，宣告上述票据无效。 bbox=[243, 172, 333, 186]
notice-paragraph: 本院受理申请人申请公示催告一案，经审查申请人提出的公示催告申请符合法律规定，依照《中华人民共和国民事诉讼法》的规定，现予公告。自公告之日起六十日内，利害关系人应向本院申报权利。届时如果无人申报权利，本院将依法作出判决，宣告上述票据无效。在公示催告期间，转让该票据的行为无效。 bbox=[132, 378, 222, 396]
notice-paragraph: 本院受理原告诉被告纠纷一案，因被告下落不明，依照《中华人民共和国民事诉讼法》第九十五条的规定，向你公告送达起诉状副本、应诉通知书、举证通知书、开庭传票等诉讼材料。自公告之日起经过三十日即视为送达。提出答辩状的期限和举证期限为公告期满后十五日内，并定于举证期满后第三日上午九时在本院第一审判庭公开开庭审理，逾期将依法缺席判决。 bbox=[21, 1003, 111, 1020]
notice-paragraph: 本院受理的申请宣告失踪一案，经查，下落不明已满二年。现发出寻人公告，希本人或知其下落的有关单位、个人在公告期间内将其下落告知本院。公告期间为三个月，届满后，本院将依法作出判决。 bbox=[132, 281, 222, 292]
